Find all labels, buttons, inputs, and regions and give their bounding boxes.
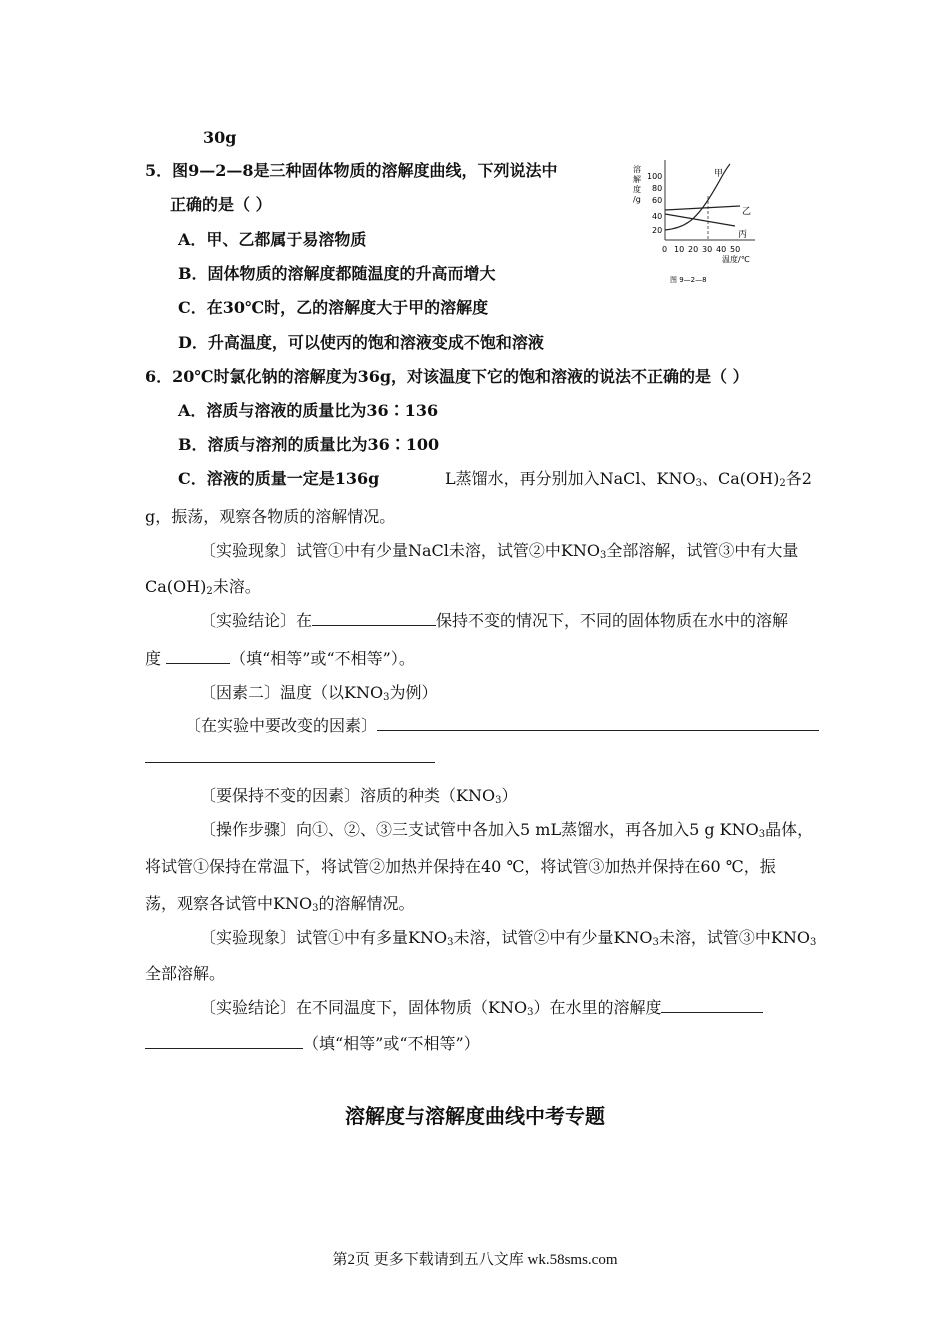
label-bing: 丙: [738, 230, 748, 240]
ytick-60: 60: [652, 196, 663, 205]
changed-factor: 〔在实验中要改变的因素〕: [185, 716, 819, 736]
question-5-stem-cont: 正确的是（ ）: [170, 195, 272, 214]
label-jia: 甲: [714, 169, 724, 179]
ylabel-char-4: /g: [633, 195, 641, 204]
curve-yi: [665, 206, 740, 210]
ytick-80: 80: [652, 184, 663, 193]
xtick-20: 20: [688, 245, 699, 254]
procedure: 〔操作步骤〕向①、②、③三支试管中各加入5 mL蒸馏水，再各加入5 g $KNO_3$晶体，: [200, 820, 814, 840]
ylabel-char-1: 溶: [633, 165, 641, 174]
procedure-cont-2: 荡，观察各试管中$KNO_3$的溶解情况。: [145, 894, 415, 914]
conclusion-2-cont: （填“相等”或“不相等”）: [145, 1034, 480, 1054]
changed-factor-cont: [145, 748, 435, 768]
q5-option-b: B．固体物质的溶解度都随温度的升高而增大: [178, 264, 496, 283]
procedure-cont-1: 将试管①保持在常温下，将试管②加热并保持在40 ℃，将试管③加热并保持在60 ℃，振: [145, 857, 776, 876]
q5-option-d: D．升高温度，可以使丙的饱和溶液变成不饱和溶液: [178, 333, 544, 352]
phenomenon-1: 〔实验现象〕试管①中有少量NaCl未溶，试管②中$KNO_3$全部溶解，试管③中有大量: [200, 541, 799, 561]
blank-5[interactable]: [661, 998, 763, 1013]
xlabel: 温度/℃: [722, 255, 750, 264]
curve-bing: [665, 214, 735, 226]
xtick-10: 10: [674, 245, 685, 254]
phenomenon-2-cont: 全部溶解。: [145, 964, 226, 983]
phenomenon-2: 〔实验现象〕试管①中有多量$KNO_3$未溶，试管②中有少量$KNO_3$未溶，试管③中$KNO_3$: [200, 928, 817, 948]
q6-option-c: C．溶液的质量一定是136g: [178, 469, 380, 488]
conclusion-1-cont: 度 （填“相等”或“不相等”）。: [145, 649, 415, 668]
answer-30g: 30g: [203, 128, 237, 147]
blank-6[interactable]: [145, 1034, 303, 1049]
q6-option-a: A．溶质与溶液的质量比为36∶136: [178, 401, 439, 420]
label-yi: 乙: [742, 207, 752, 217]
blank-4[interactable]: [145, 748, 435, 763]
conclusion-1: 〔实验结论〕在 保持不变的情况下，不同的固体物质在水中的溶解: [200, 611, 789, 630]
blank-2[interactable]: [166, 649, 230, 664]
page-footer: 第2页 更多下载请到五八文库 wk.58sms.com: [332, 1252, 618, 1268]
ytick-100: 100: [647, 172, 663, 181]
solubility-curve-figure: [630, 160, 790, 290]
question-5-stem: 5．图9—2—8是三种固体物质的溶解度曲线，下列说法中: [145, 161, 558, 180]
ylabel-char-3: 度: [633, 185, 641, 194]
xtick-0: 0: [662, 245, 668, 254]
section-title: 溶解度与溶解度曲线中考专题: [345, 1104, 605, 1128]
q5-option-c: C．在30℃时，乙的溶解度大于甲的溶解度: [178, 298, 489, 317]
ytick-20: 20: [652, 226, 663, 235]
blank-3[interactable]: [377, 716, 819, 731]
ytick-40: 40: [652, 212, 663, 221]
figure-caption: 图 9—2—8: [670, 276, 707, 284]
q5-option-a: A．甲、乙都属于易溶物质: [178, 230, 367, 249]
xtick-30: 30: [702, 245, 713, 254]
question-6-stem: 6．20℃时氯化钠的溶解度为36g，对该温度下它的饱和溶液的说法不正确的是（ ）: [145, 367, 749, 386]
constant-factor: 〔要保持不变的因素〕溶质的种类$(KNO_3)$: [200, 786, 518, 806]
phenomenon-1-cont: $Ca(OH)_2$未溶。: [145, 577, 261, 597]
factor-2-heading: 〔因素二〕温度（以$KNO_3$为例）: [200, 683, 438, 703]
experiment-intro: L蒸馏水，再分别加入NaCl、$KNO_3$、$Ca(OH)_2$各2: [445, 469, 812, 489]
blank-1[interactable]: [312, 611, 436, 626]
q6-option-b: B．溶质与溶剂的质量比为36∶100: [178, 435, 440, 454]
conclusion-2: 〔实验结论〕在不同温度下，固体物质$(KNO_3)$在水里的溶解度: [200, 998, 763, 1018]
xtick-50: 50: [730, 245, 741, 254]
xtick-40: 40: [716, 245, 727, 254]
ylabel-char-2: 解: [633, 175, 641, 184]
experiment-intro-cont: g，振荡，观察各物质的溶解情况。: [145, 507, 396, 526]
